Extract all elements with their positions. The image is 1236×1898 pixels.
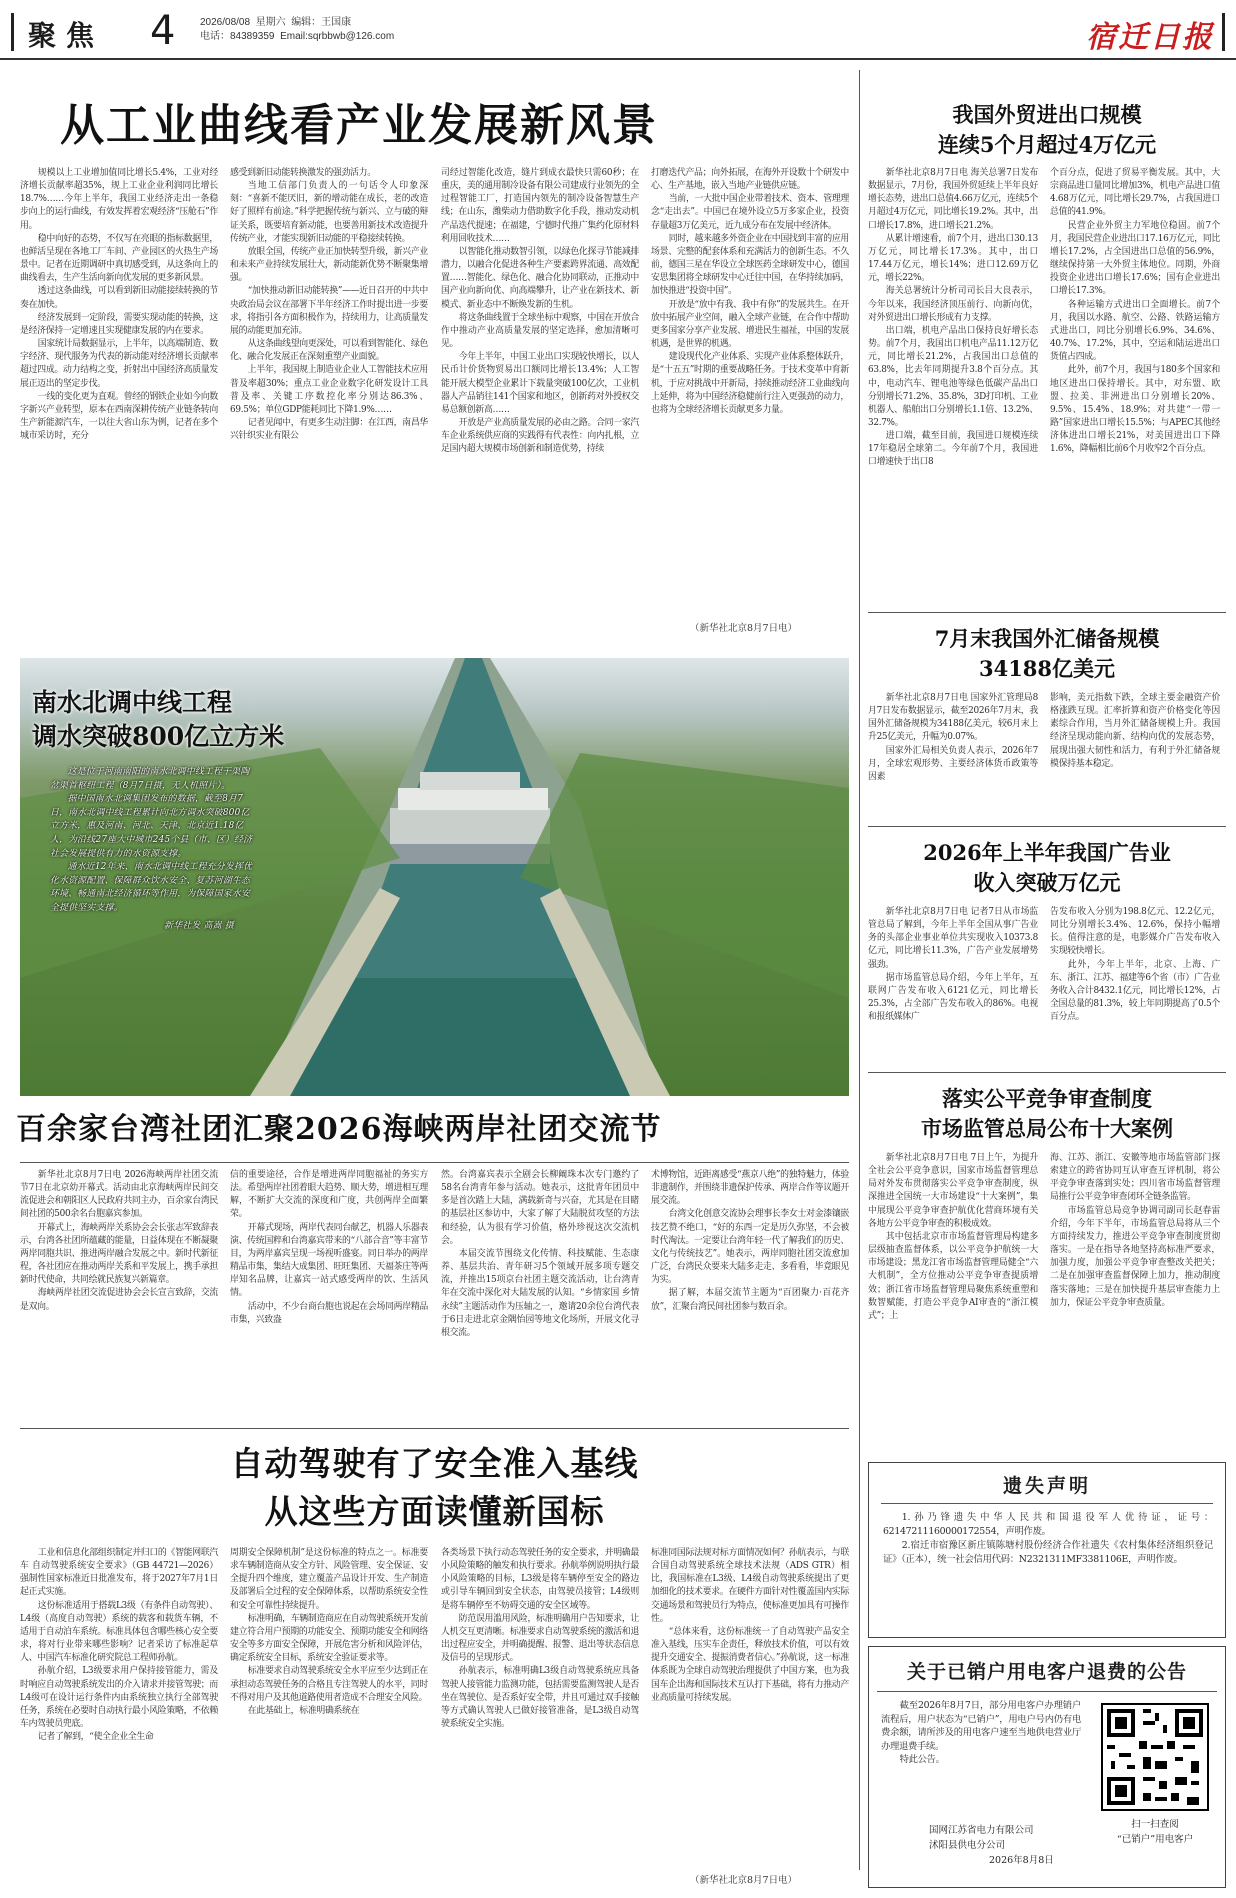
lost-notice-title: 遗失声明 <box>1002 1475 1091 1497</box>
photo-credit: 新华社发 高嵩 摄 <box>164 920 234 931</box>
issue-date: 2026/08/08 <box>200 17 251 28</box>
cross-strait-col-3: 然。台湾嘉宾表示全剧会长柳阚珠本次专门邀约了58名台湾青年参与活动。她表示，这批青年团员中多是首次踏上大陆，满载新奇与兴奋，尤其是在目睹的基层社区参访中，大家了解了大陆脱贫攻坚的方法和经验，认为很有学习价值，格外珍视这次交流机会。 本届交流节围绕文化传情、科技赋能、生态康养、基层共治、青年研习5个领域开展多项专题交流，并推出15项京台社团主题交流活动，让台湾青年在交流中深化对大陆发展的认知。“乡情家国 乡情永续”主题活动作为压轴之一，邀请20余位台湾代表于6日走进北京金隅怡园等地文化场所，开展文化寻根交流。 <box>441 1170 639 1338</box>
forex-col-1: 新华社北京8月7日电 国家外汇管理局8月7日发布数据显示，截至2026年7月末，我国外汇储备规模为34188亿美元，较6月末上升25亿美元，升幅为0.07%。 国家外汇局相关负责人表示，2026年7月，全球宏观形势、主要经济体货币政策等因素 <box>868 693 1038 782</box>
masthead-meta <box>200 16 420 44</box>
advertising-col-2: 告发布收入分别为198.8亿元、12.2亿元，同比分别增长3.4%、12.6%，保持小幅增长。值得注意的是，电影媒介广告发布收入实现较快增长。 此外，今年上半年，北京、上海、广东、浙江、江苏、福建等6个省（市）广告业务收入合计8432.1亿元，同比增长12%，占全国总量的81.3%，较上年同期提高了0.5个百分点。 <box>1050 907 1220 1023</box>
page-number: 4 <box>150 8 176 54</box>
industry-col-2: 感受到新旧动能转换激发的强劲活力。 当地工信部门负责人的一句话令人印象深刻：“喜新不能厌旧，新的增动能在成长，老的改造好了照样有前途。”科学把握传统与新兴、立与破的辩证关系，既要培育新动能，也要善用新技术改造提升传统产业，才能实现新旧动能的平稳接续转换。 放眼全国，传统产业正加快转型升级，新兴产业和未来产业持续发展壮大，新动能新优势不断聚集增强。 “加快推动新旧动能转换”——近日召开的中共中央政治局会议在部署下半年经济工作时提出进一步要求，将指引各方面积极作为，持续用力，让高质量发展的动能更加充沛。 从这条曲线望向更深处，可以看到智能化、绿色化、融合化发展正在深刻重塑产业面貌。 上半年，我国规上制造业企业人工智能技术应用普及率超30%；重点工业企业数字化研发设计工具普及率、关键工序数控化率分别达86.3%、69.5%；单位GDP能耗同比下降1.9%…… 记者见闻中，有更多生动注脚：在江西，南昌华兴针织实业有限公 <box>230 168 428 442</box>
trade-col-1: 新华社北京8月7日电 海关总署7日发布数据显示，7月份，我国外贸延续上半年良好增长态势，进出口总值4.66万亿元，连续5个月超过4万亿元，同比增长19.2%。其中，出口增长17.8%，进口增长21.2%。 从累计增速看，前7个月，进出口30.13万亿元，同比增长17.3%。其中，出口17.44万亿元，增长14%；进口12.69万亿元，增长22%。 海关总署统计分析司司长吕大良表示，今年以来，我国经济顶压前行、向新向优，对外贸进出口增长形成有力支撑。 出口端，机电产品出口保持良好增长态势。前7个月，我国出口机电产品11.12万亿元，同比增长21.2%，占我国出口总值的63.8%，比去年同期提升3.8个百分点。其中，电动汽车、锂电池等绿色低碳产品出口分别增长71.2%、35.8%，3D打印机、工业机器人、船舶出口分别增长1.1倍、13.2%、32.7%。 进口端，截至目前，我国进口规模连续17年稳居全球第二。今年前7个月，我国进口增速快于出口8 <box>868 168 1038 468</box>
headline-autonomous-driving: 自动驾驶有了安全准入基线 从这些方面读懂新国标 <box>230 1444 639 1531</box>
email: Email:sqrbbwb@126.com <box>280 31 395 42</box>
headline-cross-strait: 百余家台湾社团汇聚2026海峡两岸社团交流节 <box>16 1112 662 1147</box>
refund-notice-title: 关于已销户用电客户退费的公告 <box>906 1661 1187 1683</box>
forex-col-2: 影响，美元指数下跌，全球主要金融资产价格涨跌互现。汇率折算和资产价格变化等因素综合作用，当月外汇储备规模上升。我国经济呈现动能向新、结构向优的发展态势，展现出强大韧性和活力，有利于外汇储备规模保持基本稳定。 <box>1050 693 1220 769</box>
refund-notice-signature: 国网江苏省电力有限公司 沭阳县供电分公司 2026年8月8日 <box>929 1825 1054 1866</box>
paper-name-logo: 宿迁日报 <box>1086 20 1214 55</box>
photo-caption-title: 南水北调中线工程 调水突破800亿立方米 <box>32 688 285 751</box>
headline-advertising: 2026年上半年我国广告业 收入突破万亿元 <box>923 840 1171 895</box>
lost-notice-body: 1.孙乃锋遗失中华人民共和国退役军人优待证，证号：62147211160000172554，声明作废。 2.宿迁市宿豫区新庄镇陈塘村股份经济合作社遗失《农村集体经济组织登记证》（正本），统一社会信用代码：N2321311MF3381106E，声明作废。 <box>883 1512 1213 1565</box>
headline-fair-competition: 落实公平竞争审查制度 市场监管总局公布十大案例 <box>921 1086 1173 1141</box>
autonomous-col-3: 各类场景下执行动态驾驶任务的安全要求，并明确最小风险策略的触发和执行要求。孙航举例说明执行最小风险策略的目标，L3级是将车辆停至安全的路边或引导车辆回到安全状态，由驾驶员接管；L4级则是将车辆停至不妨碍交通的安全区域等。 防范误用滥用风险，标准明确用户告知要求，让人机交互更清晰。标准要求自动驾驶系统的激活和退出过程应安全，并明确提醒、报警、退出等状态信息及信号的呈现形式。 孙航表示，标准明确L3级自动驾驶系统应具备驾驶人接管能力监测功能，包括需要监测驾驶人是否坐在驾驶位、是否系好安全带，并且可通过双手接触等方式确认驾驶人已做好接管准备，是L3级自动驾驶系统安全实施。 <box>441 1548 639 1730</box>
refund-notice-rule <box>877 1691 1217 1692</box>
refund-notice-box <box>868 1646 1226 1888</box>
section-label: 聚焦 <box>28 19 105 52</box>
competition-col-2: 海、江苏、浙江、安徽等地市场监管部门探索建立的跨省协同互认审查互评机制，将公平竞争审查落到实处；四川省市场监督管理局推行公平竞争审查闭环全链条监管。 市场监管总局竞争协调司副司长赵春雷介绍，今年下半年，市场监管总局将从三个方面持续发力，推进公平竞争审查制度贯彻落实。一是在指导各地坚持高标准严要求，加强力度，加强公平竞争审查整改关把关；二是在加强审查监督保障上加力，推动制度落实落地；三是在加快提升基层审查能力上加力，保证公平竞争审查质量。 <box>1050 1153 1220 1308</box>
cross-strait-col-4: 术博物馆，近距离感受“燕京八绝”的独特魅力，体验非遗制作，并围绕非遗保护传承、两岸合作等议题开展交流。 台湾文化创意交流协会理事长李女士对金漆镶嵌技艺赞不绝口，“好的东西一定是历久弥坚，不会被时代淘汰。一定要让台湾年轻一代了解我们的历史、文化与传统技艺”。她表示，两岸同胞社团交流愈加广泛，台湾民众要来大陆多走走、多看看，毕竟眼见为实。 据了解，本届交流节主题为“百团聚力·百花齐放”，汇聚台湾民间社团参与数百余。 <box>651 1170 849 1312</box>
qr-code[interactable] <box>1101 1703 1209 1811</box>
qr-code-label: 扫一扫查阅 “已销户”用电客户 <box>1116 1819 1194 1845</box>
rule-after-forex <box>868 826 1226 827</box>
headline-trade-l2: 连续5个月超过4万亿元 <box>937 132 1157 157</box>
refund-notice-body: 截至2026年8月7日，部分用电客户办理销户流程后，用户状态为“已销户”，用电户号内仍有电费余额，请所涉及的用电客户速至当地供电营业厅办理退费手续。 特此公告。 <box>881 1700 1081 1766</box>
masthead-right-bar <box>1222 13 1225 51</box>
lost-notice-rule <box>881 1503 1213 1504</box>
trade-col-2: 个百分点，促进了贸易平衡发展。其中，大宗商品进口量同比增加3%，机电产品进口值4.68万亿元，同比增长29.7%，占我国进口总值的41.9%。 民营企业外贸主力军地位稳固。前7个月，我国民营企业进出口17.16万亿元，同比增长17.2%，占全国进出口总值的56.9%，继续保持第一大外贸主体地位。同期，外商投资企业进出口增长17.6%；国有企业进出口增长17.3%。 各种运输方式进出口全面增长。前7个月，我国以水路、航空、公路、铁路运输方式进出口，同比分别增长6.9%、34.6%、40.7%、17.2%，其中，空运和陆运进出口货值占四成。 此外，前7个月，我国与180多个国家和地区进出口保持增长。其中，对东盟、欧盟、拉美、非洲进出口分别增长20%、9.5%、15.4%、18.9%；对共建“一带一路”国家进出口增长15.5%；与APEC其他经济体进出口增长21%，对美国进出口下降1.6%，降幅相比前6个月收窄2个百分点。 <box>1050 168 1220 455</box>
weekday: 星期六 <box>255 17 286 28</box>
competition-col-1: 新华社北京8月7日电 7日上午，为提升全社会公平竞争意识，国家市场监督管理总局对外发布贯彻落实公平竞争审查制度，纵深推进全国统一大市场建设“十大案例”，集中展现公平竞争审查护航优化营商环境有关各地方公平竞争审查的积极成效。 其中包括北京市市场监督管理局构建多层级抽查监督体系，以公平竞争护航统一大市场建设；黑龙江省市场监督管理局健全“六大机制”，全方位推动公平竞争审查提质增效；浙江省市场监督管理局聚焦系统重塑和数智赋能，打造公平竞争AI审查的“浙江模式”；上 <box>868 1153 1038 1321</box>
industry-col-3: 司经过智能化改造，缝片到成衣最快只需60秒；在重庆，美的通用制冷设备有限公司建成行业领先的全过程智能工厂，打造国内领先的制冷设备智慧生产线；在山东，潍柴动力借助数字化手段，推动发动机产品迭代提速；在福建，宁德时代推广集约化原材料利用回收技术…… 以智能化推动数智引领，以绿色化探寻节能减排潜力，以融合化促进各种生产要素跨界流通、高效配置……智能化、绿色化、融合化协同联动，正推动中国产业向新向优、向高端攀升，让产业在新技术、新模式、新业态中不断焕发新的生机。 将这条曲线置于全球坐标中观察，中国在开放合作中推动产业高质量发展的坚定选择，愈加清晰可见。 今年上半年，中国工业出口实现较快增长，以人民币计价货物贸易出口额同比增长13.4%；人工智能开展大模型企业累计下载量突破100亿次，工业机器人产品销往141个国家和地区，创新药对外授权交易总额创新高…… 开放是产业高质量发展的必由之路。合同一家汽车企业系统供应商的实践得有代表性：向内扎根，立足国内超大规模市场创新和制造优势，持续 <box>441 168 639 455</box>
advertising-col-1: 新华社北京8月7日电 记者7日从市场监管总局了解到，今年上半年全国从事广告业务的头部企业事业单位共实现收入10373.8亿元，同比增长11.3%，广告产业发展增势强劲。 据市场监管总局介绍，今年上半年，互联网广告发布收入6121亿元，同比增长25.3%，占全部广告发布收入的86%。电视和报纸媒体广 <box>868 907 1038 1023</box>
phone: 电话：84389359 <box>200 31 275 42</box>
column-rule-right <box>859 70 860 1870</box>
rule-after-trade <box>868 612 1226 613</box>
industry-col-1: 规模以上工业增加值同比增长5.4%，工业对经济增长贡献率超35%，规上工业企业利润同比增长18.7%……今年上半年，我国工业经济走出一条稳步向上的运行曲线，有效发挥着宏观经济“压舱石”作用。 稳中向好的态势，不仅写在亮眼的指标数据里，也鲜活呈现在各地工厂车间、产业园区的火热生产场景中。记者在近期调研中真切感受到，从这条向上的曲线看去，生产生活向新向优发展的更多新风景。 透过这条曲线，可以看到新旧动能接续转换的节奏在加快。 经济发展到一定阶段，需要实现动能的转换，这是经济保持一定增速且实现健康发展的内在要求。 国家统计局数据显示，上半年，以高端制造、数字经济、现代服务为代表的新动能对经济增长贡献率超过四成。动力结构之变，折射出中国经济高质量发展正迈出的坚定步伐。 一线的变化更为直观。曾经的钢铁企业如今向数字新兴产业转型，原本在西南深耕传统产业链条转向生产新能源汽车，一以往大省山东为例，记者在多个城市采访时，充分 <box>20 168 218 442</box>
autonomous-col-1: 工业和信息化部组织制定并归口的《智能网联汽车 自动驾驶系统安全要求》（GB 44721—2026）强制性国家标准近日批准发布，将于2027年7月1日起正式实施。 这份标准适用于搭载L3级（有条件自动驾驶）、L4级（高度自动驾驶）系统的载客和载货车辆，不适用于自动泊车系统。标准具体包含哪些核心安全要求，将对行业带来哪些影响？记者采访了标准起草人、中国汽车标准化研究院总工程师孙航。 孙航介绍，L3级要求用户保持接管能力，需及时响应自动驾驶系统发出的介入请求并接管驾驶；而L4级可在设计运行条件内由系统独立执行全部驾驶任务，系统在必要时自动执行最小风险策略，不依赖车内驾驶员兜底。 记者了解到，“使全企业全生命 <box>20 1548 218 1743</box>
headline-industry: 从工业曲线看产业发展新风景 <box>60 100 658 151</box>
rule-under-cross-strait-title <box>20 1162 849 1163</box>
autonomous-byline: （新华社北京8月7日电） <box>690 1875 798 1886</box>
rule-after-cross-strait <box>20 1428 849 1429</box>
masthead-left-bar <box>11 13 14 51</box>
cross-strait-col-2: 信的重要途径，合作是增进两岸同胞福祉的务实方法。希望两岸社团着眼大趋势、顺大势，增进相互理解，不断扩大交流的深度和广度，共创两岸全面繁荣。 开幕式现场，两岸代表同台献艺，机器人乐器表演、传统国粹和台湾嘉宾带来的“八部合音”等丰富节目，为两岸嘉宾呈现一场视听盛宴。同日举办的两岸精品市集，集结大成集团、旺旺集团、天福茶庄等两岸知名品牌，让嘉宾一站式感受两岸的饮、生活风情。 活动中，不少台商台胞也说起在会场同两岸精品市集，兴致盎 <box>230 1170 428 1325</box>
masthead-rule <box>0 58 1236 60</box>
photo-caption-body: 这是位于河南南阳的南水北调中线工程干渠陶岔渠首枢纽工程（8月7日摄，无人机照片）。 据中国南水北调集团发布的数据，截至8月7日，南水北调中线工程累计向北方调水突破800亿立方米，惠及河南、河北、天津、北京近1.18亿人，为沿线27座大中城市245个县（市、区）经济社会发展提供有力的水资源支撑。 通水近12年来，南水北调中线工程充分发挥优化水资源配置、保障群众饮水安全、复苏河湖生态环境、畅通南北经济循环等作用，为保障国家水安全提供坚实支撑。 新华社发 高嵩 摄 <box>50 766 258 933</box>
photo-south-north-water <box>20 658 849 1096</box>
industry-byline: （新华社北京8月7日电） <box>690 623 798 634</box>
masthead <box>0 0 1236 62</box>
headline-forex: 7月末我国外汇储备规模 34188亿美元 <box>934 626 1160 681</box>
qr-code-pattern <box>1103 1705 1207 1809</box>
autonomous-col-4: 标准同国际法规对标方面情况如何？孙航表示，与联合国自动驾驶系统全球技术法规（ADS GTR）相比，我国标准在L3级、L4级自动驾驶系统提出了更加细化的技术要求。在硬件方面针对性覆盖国内实际交通场景和驾驶员行为特点，使标准更加具有可操作性。 “总体来看，这份标准统一了自动驾驶产品安全准入基线，压实车企责任，释放技术价值，可以有效提升交通安全、提振消费者信心。”孙航说，这一标准体系既为全球自动驾驶治理提供了中国方案，也为我国车企出海和国际技术互认打下基础，将有力推动产业高质量可持续发展。 <box>651 1548 849 1703</box>
cross-strait-col-1: 新华社北京8月7日电 2026海峡两岸社团交流节7日在北京幼开幕式。活动由北京海峡两岸民间交流促进会和朝阳区人民政府共同主办，百余家台湾民间社团的500余名台胞嘉宾参加。 开幕式上，海峡两岸关系协会会长张志军致辞表示，台湾各社团所蕴藏的能量，日益体现在不断凝聚两岸同胞共识、推进两岸融合发展之中。新时代新征程，各社团应在推动两岸关系和平发展上，携手承担新时代使命，共同绘就民族复兴新篇章。 海峡两岸社团交流促进协会会长宣言致辞，交流是双向。 <box>20 1170 218 1312</box>
rule-after-advertising <box>868 1072 1226 1073</box>
headline-trade-l1: 我国外贸进出口规模 <box>952 102 1142 127</box>
lost-notice-box <box>868 1462 1226 1638</box>
autonomous-col-2: 周期安全保障机制”是这份标准的特点之一。标准要求车辆制造商从安全方针、风险管理、安全保证、安全提升四个维度，建立覆盖产品设计开发、生产制造及部署后全过程的安全保障体系，以帮助系统安全性和安全可靠性持续提升。 标准明确，车辆制造商应在自动驾驶系统开发前建立符合用户预期的功能安全、预期功能安全和网络安全等多方面安全保障，开展危害分析和风险评估，确定系统安全目标，系统安全验证要求等。 标准要求自动驾驶系统安全水平应至少达到正在承担动态驾驶任务的合格且专注驾驶人的水平，同时不得对用户及其他道路使用者造成不合理安全风险。 在此基础上，标准明确系统在 <box>230 1548 428 1716</box>
industry-col-4: 打磨迭代产品；向外拓展，在海外开设数十个研发中心、生产基地，嵌入当地产业链供应链。 当前，一大批中国企业带着技术、资本、管理理念“走出去”。中国已在境外设立5万多家企业，投资存量超3万亿美元，近九成分布在发展中经济体。 同时，越来越多外资企业在中国找到丰富的应用场景、完整的配套体系和充满活力的创新生态。不久前，德国三星在华设立全球医药全球研发中心，德国安思集团将全球研发中心迁往中国，在华持续加码，加快推进“投资中国”。 开放是“放中有我、我中有你”的发展共生。在开放中拓展产业空间，融入全球产业链，在合作中帮助更多国家分享产业发展、增进民生福祉，中国的发展机遇，是世界的机遇。 建设现代化产业体系、实现产业体系整体跃升，是“十五五”时期的重要战略任务。于技术变革中育新机，于应对挑战中开新局，持续推动经济工业曲线向上延伸，将为中国经济稳健前行注入更强劲的动力，也将为全球经济增长贡献更多力量。 <box>651 168 849 415</box>
headline-trade <box>868 100 1226 160</box>
editor: 编辑：王国康 <box>291 17 352 28</box>
